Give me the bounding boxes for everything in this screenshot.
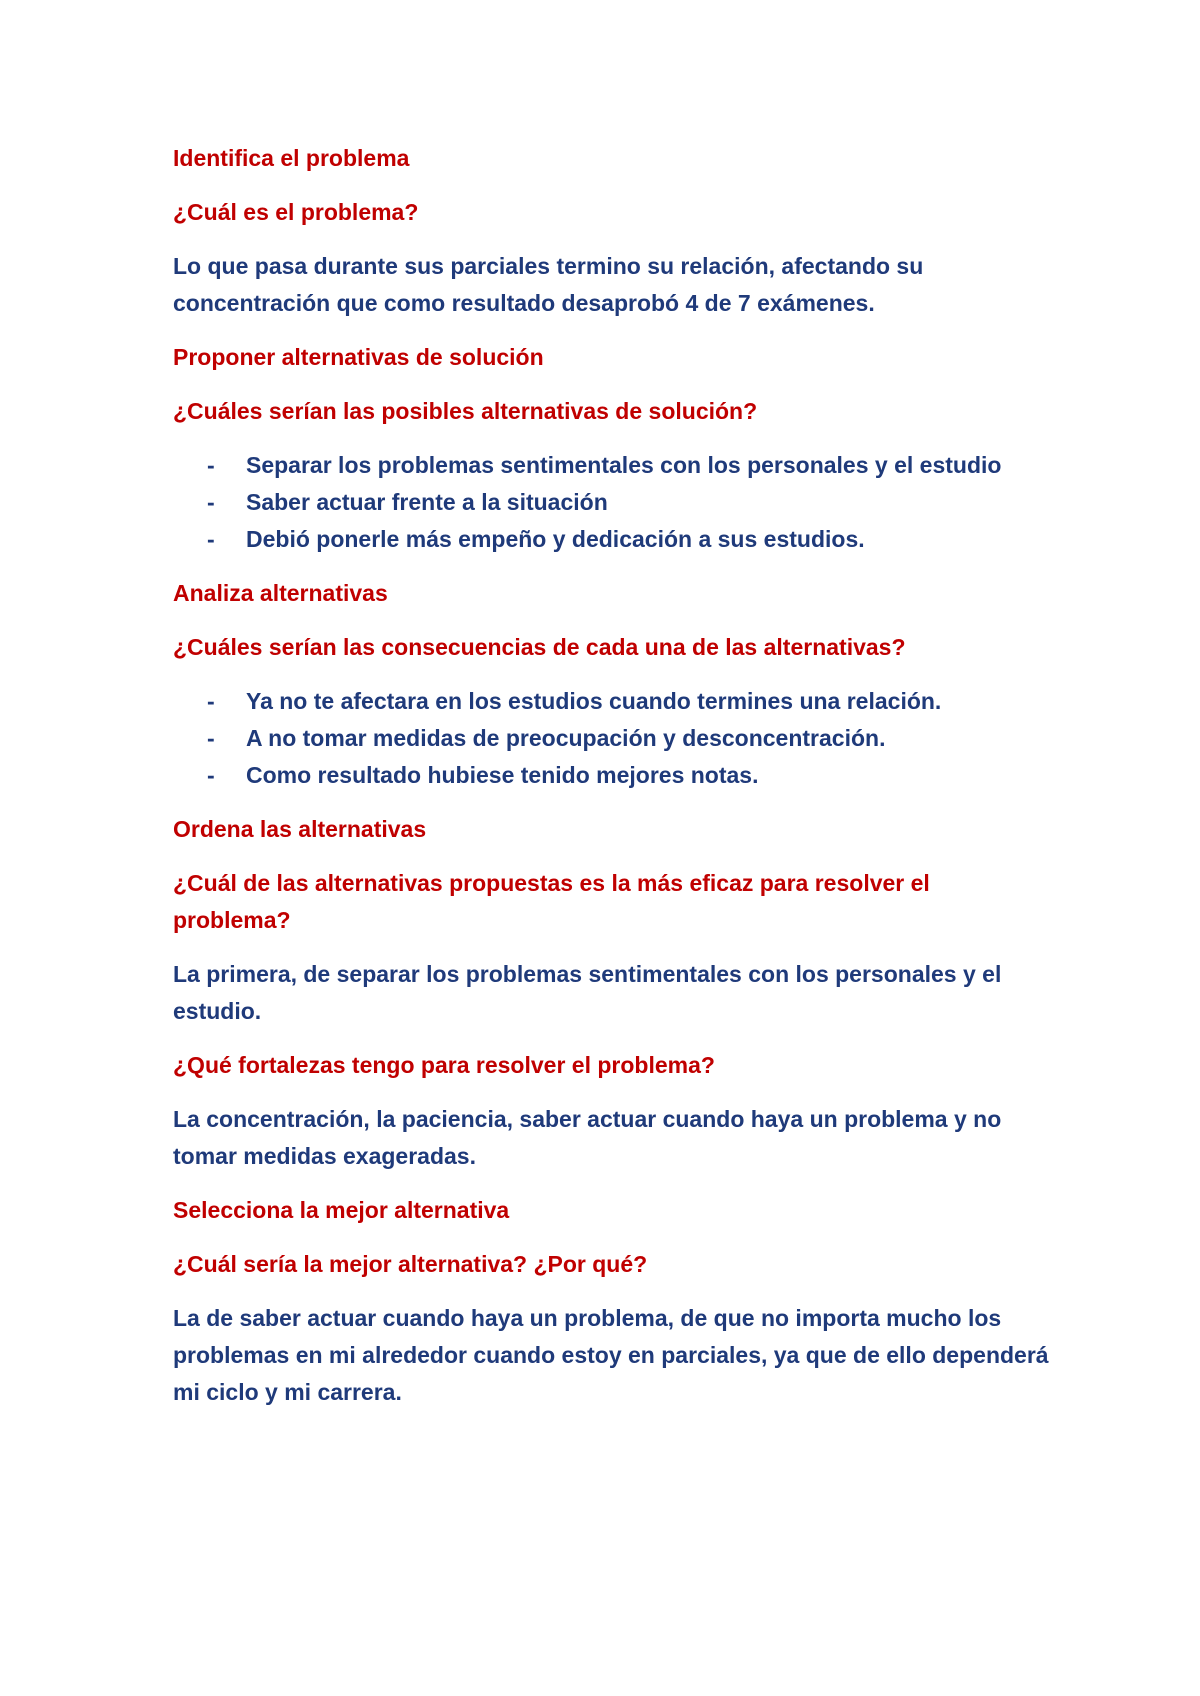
list-item: [173, 720, 1053, 757]
list-item-text: Ya no te afectara en los estudios cuando termines una relación.: [246, 688, 942, 714]
dash-bullet: -: [207, 688, 215, 714]
question-ordena: ¿Cuál de las alternativas propuestas es la más eficaz para resolver el problema?: [173, 870, 930, 933]
dash-bullet: -: [207, 526, 215, 552]
list-item-text: A no tomar medidas de preocupación y desconcentración.: [246, 725, 886, 751]
list-item: [173, 757, 1053, 794]
question-identifica: ¿Cuál es el problema?: [173, 199, 419, 225]
answer-ordena: La primera, de separar los problemas sentimentales con los personales y el estudio.: [173, 961, 1002, 1024]
dash-bullet: -: [207, 725, 215, 751]
heading-selecciona: Selecciona la mejor alternativa: [173, 1197, 510, 1223]
question-proponer: ¿Cuáles serían las posibles alternativas de solución?: [173, 398, 758, 424]
answer-fortalezas: La concentración, la paciencia, saber actuar cuando haya un problema y no tomar medidas exageradas.: [173, 1106, 1002, 1169]
list-item: [173, 484, 1053, 521]
list-item-text: Como resultado hubiese tenido mejores notas.: [246, 762, 759, 788]
list-proponer: [173, 447, 1053, 558]
list-item: [173, 683, 1053, 720]
heading-analiza: Analiza alternativas: [173, 580, 388, 606]
answer-selecciona: La de saber actuar cuando haya un problema, de que no importa mucho los problemas en mi alrededor cuando estoy en parciales, ya que de ello dependerá mi ciclo y mi carrera.: [173, 1305, 1049, 1405]
list-item-text: Separar los problemas sentimentales con los personales y el estudio: [246, 452, 1002, 478]
dash-bullet: -: [207, 762, 215, 788]
document-page: [173, 140, 1053, 1428]
dash-bullet: -: [207, 452, 215, 478]
question-selecciona: ¿Cuál sería la mejor alternativa? ¿Por qué?: [173, 1251, 648, 1277]
list-analiza: [173, 683, 1053, 794]
heading-proponer: Proponer alternativas de solución: [173, 344, 544, 370]
heading-ordena: Ordena las alternativas: [173, 816, 427, 842]
question-analiza: ¿Cuáles serían las consecuencias de cada una de las alternativas?: [173, 634, 906, 660]
heading-identifica: Identifica el problema: [173, 145, 410, 171]
list-item-text: Saber actuar frente a la situación: [246, 489, 608, 515]
question-fortalezas: ¿Qué fortalezas tengo para resolver el problema?: [173, 1052, 715, 1078]
list-item-text: Debió ponerle más empeño y dedicación a sus estudios.: [246, 526, 865, 552]
list-item: [173, 447, 1053, 484]
list-item: [173, 521, 1053, 558]
dash-bullet: -: [207, 489, 215, 515]
answer-identifica: Lo que pasa durante sus parciales termino su relación, afectando su concentración que como resultado desaprobó 4 de 7 exámenes.: [173, 253, 924, 316]
